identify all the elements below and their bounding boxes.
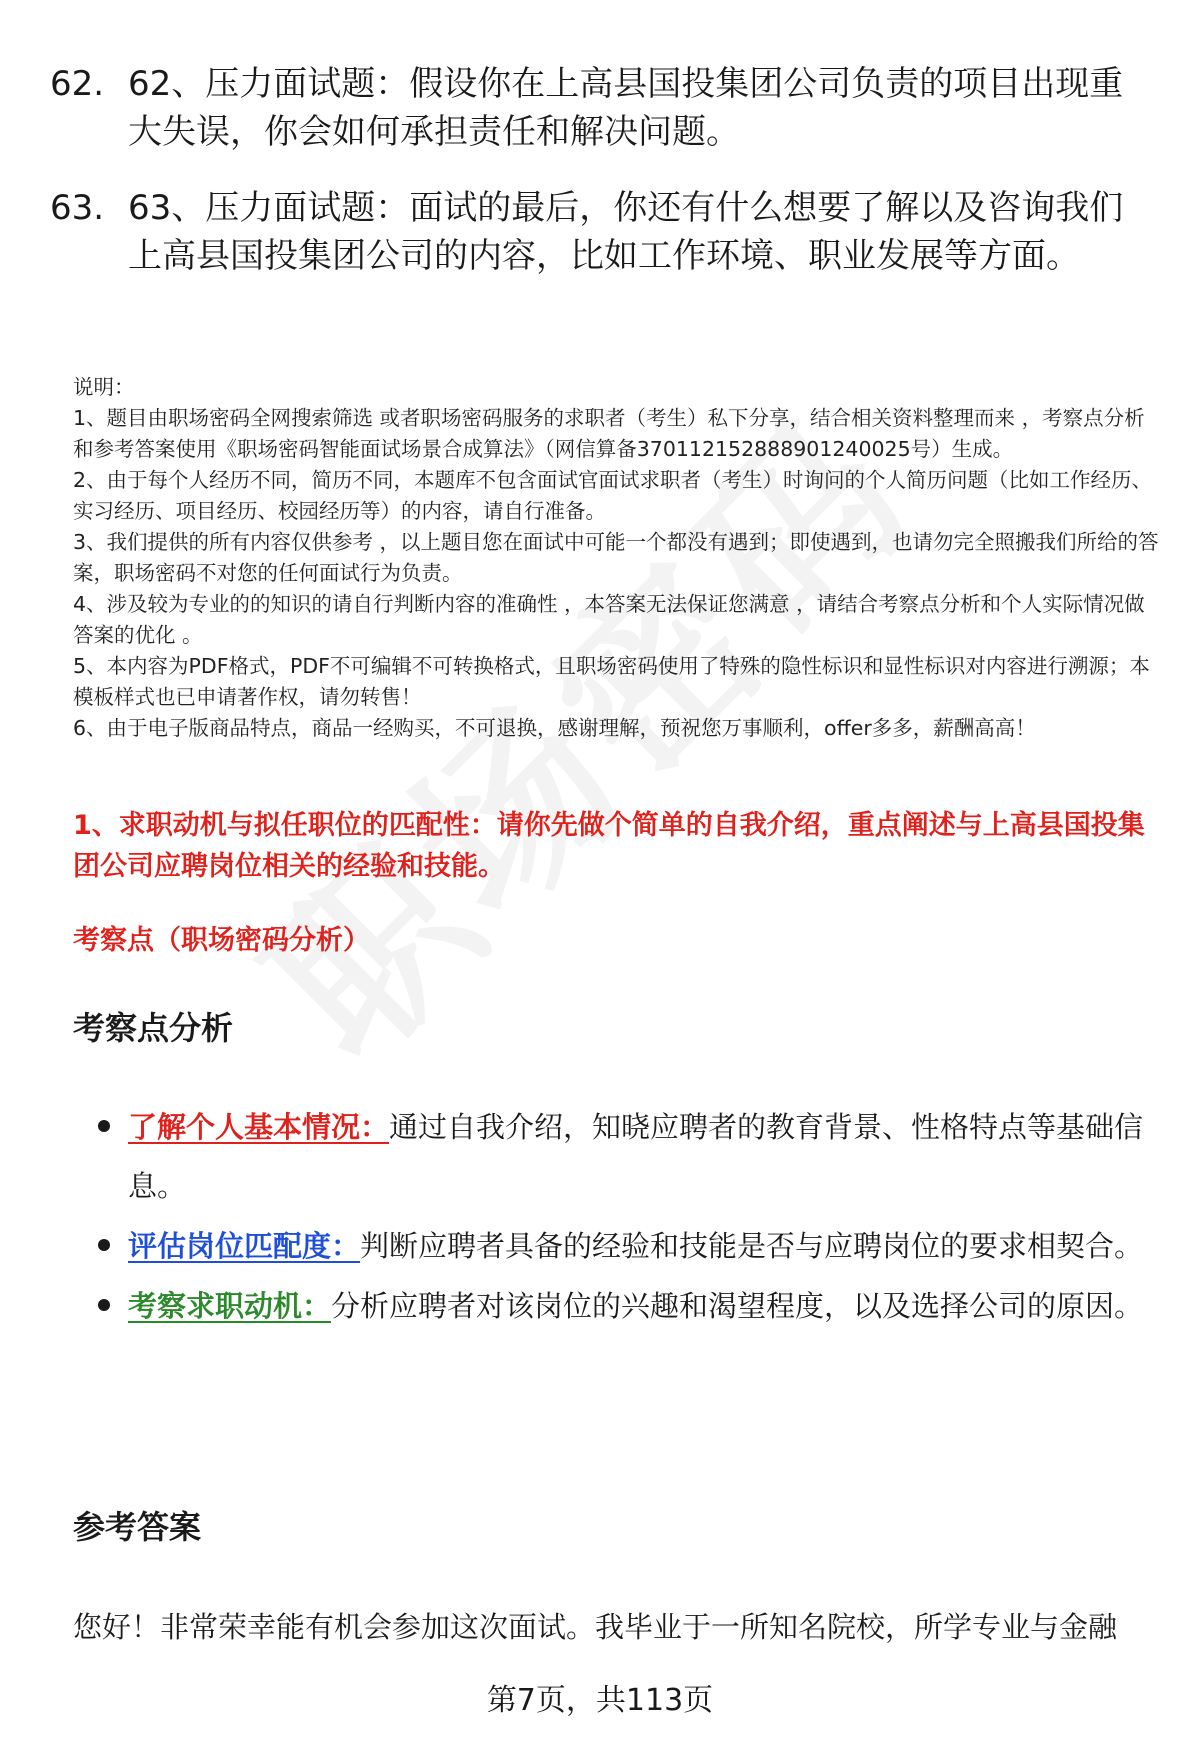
analysis-heading: 考察点分析 <box>73 1009 234 1047</box>
note-item: 1、题目由职场密码全网搜索筛选 或者职场密码服务的求职者（考生）私下分享，结合相关资料整理而来 ，考察点分析和参考答案使用《职场密码智能面试场景合成算法》（网信算备370112152888901240025号）生成。 <box>73 406 1145 461</box>
question-item <box>50 60 1150 156</box>
note-item: 4、涉及较为专业的的知识的请自行判断内容的准确性 ，本答案无法保证您满意 ，请结合考察点分析和个人实际情况做答案的优化 。 <box>73 592 1145 647</box>
question-text: 63、压力面试题：面试的最后，你还有什么想要了解以及咨询我们上高县国投集团公司的内容，比如工作环境、职业发展等方面。 <box>128 188 1124 276</box>
bullet-label: 考察求职动机： <box>128 1289 332 1323</box>
bullet-text: 分析应聘者对该岗位的兴趣和渴望程度，以及选择公司的原因。 <box>331 1289 1144 1323</box>
question-item <box>50 184 1150 280</box>
page-footer: 第7页，共113页 <box>486 1683 714 1718</box>
note-item: 5、本内容为PDF格式，PDF不可编辑不可转换格式，且职场密码使用了特殊的隐性标识和显性标识对内容进行溯源；本模板样式也已申请著作权，请勿转售！ <box>73 654 1150 709</box>
question-text: 62、压力面试题：假设你在上高县国投集团公司负责的项目出现重大失误，你会如何承担责任和解决问题。 <box>128 64 1124 152</box>
bullet-text: 通过自我介绍，知晓应聘者的教育背景、性格特点等基础信息。 <box>128 1110 1144 1203</box>
bullet-dot-icon <box>98 1299 110 1311</box>
analysis-source-title: 考察点（职场密码分析） <box>73 925 370 956</box>
question-number: 63. <box>50 188 105 228</box>
bullet-dot-icon <box>98 1239 110 1251</box>
analysis-bullet <box>90 1098 1150 1216</box>
notes-heading: 说明： <box>73 375 135 399</box>
question-number: 62. <box>50 64 105 104</box>
note-item: 3、我们提供的所有内容仅供参考 ，以上题目您在面试中可能一个都没有遇到；即使遇到，也请勿完全照搬我们所给的答案，职场密码不对您的任何面试行为负责。 <box>73 530 1159 585</box>
analysis-bullet <box>90 1277 1150 1336</box>
bullet-label: 了解个人基本情况： <box>128 1110 390 1144</box>
answer-text: 您好！非常荣幸能有机会参加这次面试。我毕业于一所知名院校，所学专业与金融 <box>73 1610 1118 1644</box>
note-item: 6、由于电子版商品特点，商品一经购买，不可退换，感谢理解，预祝您万事顺利，offer多多，薪酬高高！ <box>73 716 1036 740</box>
note-item: 2、由于每个人经历不同，简历不同，本题库不包含面试官面试求职者（考生）时询问的个人简历问题（比如工作经历、实习经历、项目经历、校园经历等）的内容，请自行准备。 <box>73 468 1153 523</box>
analysis-bullet-list <box>90 1098 1150 1337</box>
bullet-dot-icon <box>98 1120 110 1132</box>
bullet-label: 评估岗位匹配度： <box>128 1229 361 1263</box>
analysis-bullet <box>90 1217 1150 1276</box>
question-list <box>50 60 1150 308</box>
section-question: 1、求职动机与拟任职位的匹配性：请你先做个简单的自我介绍，重点阐述与上高县国投集团公司应聘岗位相关的经验和技能。 <box>73 810 1145 882</box>
bullet-text: 判断应聘者具备的经验和技能是否与应聘岗位的要求相契合。 <box>360 1229 1144 1263</box>
answer-heading: 参考答案 <box>73 1508 202 1546</box>
notes-block <box>73 372 1163 744</box>
